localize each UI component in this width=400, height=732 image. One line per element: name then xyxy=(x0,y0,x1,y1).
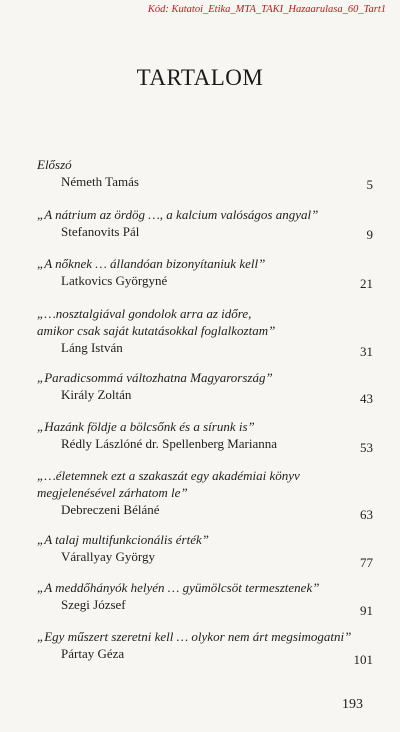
toc-entry-page: 43 xyxy=(360,391,373,406)
toc-entry-title-line2: megjelenésével zárhatom le” xyxy=(37,485,188,500)
toc-entry[interactable] xyxy=(37,156,375,190)
toc-entry-author-name: Szegi József xyxy=(61,597,126,612)
toc-entry-page: 91 xyxy=(360,603,373,618)
toc-entry-author xyxy=(37,272,375,289)
toc-entry-title: „Paradicsommá változhatna Magyarország” xyxy=(37,370,273,385)
page-number: 193 xyxy=(342,697,363,712)
toc-entry-author-name: Király Zoltán xyxy=(61,387,132,402)
toc-entry-author-name: Latkovics Györgyné xyxy=(61,273,168,288)
toc-entry-title: „Hazánk földje a bölcsőnk és a sírunk is” xyxy=(37,419,255,434)
toc-entry[interactable] xyxy=(37,206,375,240)
toc-entry-page: 31 xyxy=(360,344,373,359)
document-code-label: Kód: Kutatoi_Etika_MTA_TAKI_Hazaarulasa_60_Tart1 xyxy=(147,4,386,15)
toc-entry-author-name: Pártay Géza xyxy=(61,646,125,661)
toc-entry[interactable] xyxy=(37,628,375,667)
toc-entry-author-name: Rédly Lászlóné dr. Spellenberg Marianna xyxy=(61,436,278,451)
toc-entry-title: „…nosztalgiával gondolok arra az időre, xyxy=(37,306,252,321)
toc-entry-title: „A meddőhányók helyén … gyümölcsöt termesztenek” xyxy=(37,580,320,595)
toc-entry-author xyxy=(37,596,375,618)
toc-entry-author-name: Németh Tamás xyxy=(61,174,139,189)
toc-entry-title: „A nátrium az ördög …, a kalcium valóságos angyal” xyxy=(37,207,319,222)
toc-entry-author xyxy=(37,435,375,455)
toc-entry-author xyxy=(37,548,375,570)
toc-entry-author-name: Láng István xyxy=(61,340,123,355)
toc-entry-author xyxy=(37,501,375,522)
toc-entry-title-line2: amikor csak saját kutatásokkal foglalkoztam” xyxy=(37,323,276,338)
toc-entry[interactable] xyxy=(37,255,375,289)
toc-entry-page: 77 xyxy=(360,555,373,570)
toc-entry-title: „A talaj multifunkcionális érték” xyxy=(37,532,210,547)
toc-entry[interactable] xyxy=(37,579,375,618)
toc-entry-page: 63 xyxy=(360,507,373,522)
toc-entry[interactable] xyxy=(37,305,375,359)
toc-entry-author xyxy=(37,339,375,359)
toc-entry[interactable] xyxy=(37,531,375,570)
toc-entry-title: „Egy műszert szeretni kell … olykor nem árt megsimogatni” xyxy=(37,629,352,644)
toc-entry[interactable] xyxy=(37,418,375,455)
toc-entry-author-name: Stefanovits Pál xyxy=(61,224,140,239)
toc-entry-title: „…életemnek ezt a szakaszát egy akadémiai könyv xyxy=(37,468,300,483)
toc-entry-author xyxy=(37,223,375,240)
toc-entry-page: 21 xyxy=(360,276,373,291)
toc-entry[interactable] xyxy=(37,467,375,522)
toc-entry-author-name: Várallyay György xyxy=(61,549,155,564)
toc-entry-page: 5 xyxy=(366,177,373,192)
toc-entry-author xyxy=(37,386,375,406)
toc-entry-page: 101 xyxy=(353,652,373,667)
toc-entry-page: 9 xyxy=(366,227,373,242)
toc-entry-author xyxy=(37,645,375,667)
toc-entry-title: „A nőknek … állandóan bizonyítaniuk kell” xyxy=(37,256,266,271)
toc-entry-author xyxy=(37,173,375,190)
toc-entry-title: Előszó xyxy=(37,157,72,172)
toc-entry-author-name: Debreczeni Béláné xyxy=(61,502,160,517)
toc-entry-page: 53 xyxy=(360,440,373,455)
toc-entry[interactable] xyxy=(37,369,375,406)
page-title: TARTALOM xyxy=(136,65,264,90)
